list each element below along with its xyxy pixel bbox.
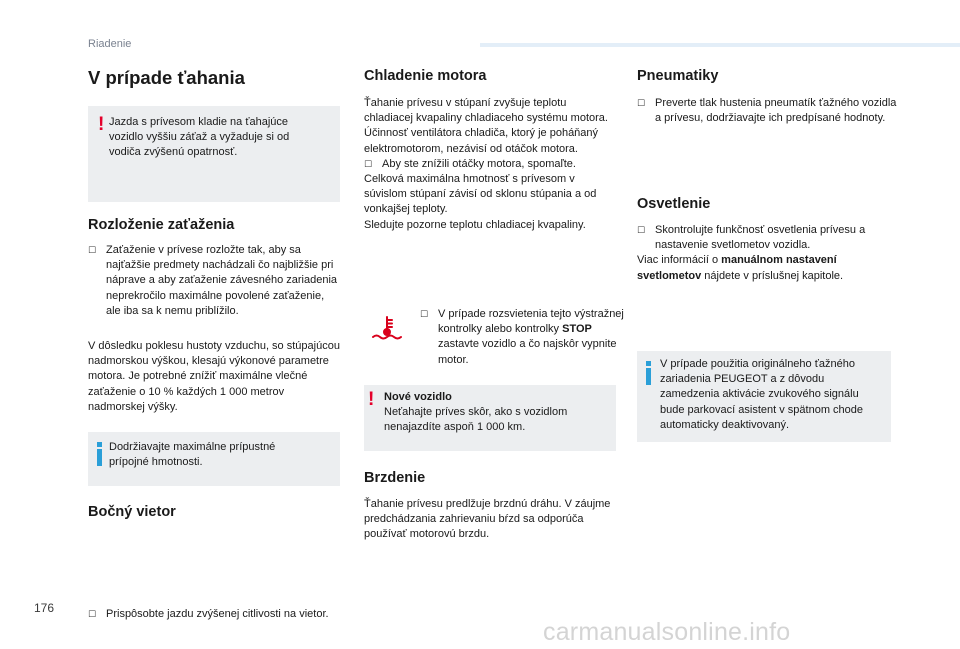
lighting-text-bold: manuálnom nastavení svetlometov bbox=[637, 254, 837, 282]
warning-box-new-vehicle bbox=[364, 385, 616, 451]
lamp-text-end: zastavte vozidlo a čo najskôr vypnite motor. bbox=[438, 338, 617, 366]
warning-text: Jazda s prívesom kladie na ťahajúce vozidlo vyššiu záťaž a vyžaduje si od vodiča zvýšenú opatrnosť. bbox=[109, 116, 290, 159]
list-item-tyres bbox=[637, 96, 905, 126]
list-item-warning-lamp bbox=[420, 307, 632, 368]
info-text: Dodržiavajte maximálne prípustné prípojné hmotnosti. bbox=[109, 441, 276, 469]
square-bullet-icon: ☐ bbox=[637, 98, 646, 108]
paragraph-cooling-4: Sledujte pozorne teplotu chladiacej kvapaliny. bbox=[364, 218, 586, 231]
paragraph-braking: Ťahanie prívesu predlžuje brzdnú dráhu. V záujme predchádzania zahrievaniu bŕzd sa odporúča používať motorovú brzdu. bbox=[364, 498, 611, 541]
square-bullet-icon: ☐ bbox=[88, 245, 97, 255]
square-bullet-icon: ☐ bbox=[88, 609, 97, 620]
info-icon bbox=[97, 442, 102, 466]
list-item-wind bbox=[88, 607, 340, 622]
heading-tyres: Pneumatiky bbox=[637, 68, 719, 84]
heading-lighting: Osvetlenie bbox=[637, 196, 711, 212]
paragraph-cooling-1: Ťahanie prívesu v stúpaní zvyšuje teplotu chladiacej kvapaliny chladiaceho systému motora. bbox=[364, 97, 608, 125]
bullet-text: Zaťaženie v prívese rozložte tak, aby sa najťažšie predmety nachádzali čo najbližšie pri náprave a aby zaťaženie závesného zariadenia neprekročilo maximálne povolené zaťaženie, ale iba sa k nemu priblížilo. bbox=[106, 244, 338, 317]
lighting-text: Viac informácií o bbox=[637, 254, 722, 267]
exclamation-icon: ! bbox=[368, 389, 375, 410]
heading-crosswind: Bočný vietor bbox=[88, 504, 176, 520]
new-vehicle-body: Neťahajte príves skôr, ako s vozidlom nenajazdíte aspoň 1 000 km. bbox=[384, 406, 568, 434]
heading-load-distribution: Rozloženie zaťaženia bbox=[88, 217, 235, 233]
square-bullet-icon: ☐ bbox=[637, 225, 646, 235]
warning-box-load bbox=[88, 106, 340, 202]
bullet-text: Preverte tlak hustenia pneumatík ťažného vozidla a prívesu, dodržiavajte ich predpísané hodnoty. bbox=[655, 97, 897, 125]
lamp-text: V prípade rozsvietenia tejto výstražnej kontrolky alebo kontrolky bbox=[438, 308, 624, 336]
new-vehicle-title: Nové vozidlo bbox=[384, 391, 452, 403]
paragraph-cooling-2: Účinnosť ventilátora chladiča, ktorý je poháňaný elektromotorom, nezávisí od otáčok motora. bbox=[364, 127, 599, 155]
column-middle bbox=[364, 0, 624, 541]
heading-engine-cooling: Chladenie motora bbox=[364, 68, 487, 84]
lighting-text-block bbox=[637, 223, 891, 284]
lighting-text-end: nájdete v príslušnej kapitole. bbox=[701, 269, 844, 282]
exclamation-icon: ! bbox=[98, 114, 105, 135]
section-label: Riadenie bbox=[88, 38, 132, 50]
column-right bbox=[637, 0, 897, 431]
square-bullet-icon: ☐ bbox=[364, 158, 373, 169]
paragraph-altitude: V dôsledku poklesu hustoty vzduchu, so stúpajúcou nadmorskou výškou, klesajú výkonové parametre motora. Je potrebné znížiť maximálne vlečné zaťaženie o 10 % každých 1 000 metrov nadmorskej výšky. bbox=[88, 340, 340, 413]
heading-braking: Brzdenie bbox=[364, 470, 426, 486]
list-item-load bbox=[88, 243, 340, 319]
paragraph-lighting bbox=[637, 253, 891, 283]
paragraph-cooling-3: Celková maximálna hmotnosť s prívesom v súvislom stúpaní závisí od sklonu stúpania a od vonkajšej teploty. bbox=[364, 173, 597, 216]
coolant-temperature-warning-icon bbox=[371, 315, 403, 341]
page-number: 176 bbox=[34, 601, 55, 615]
info-text: V prípade použitia originálneho ťažného zariadenia PEUGEOT a z dôvodu zamedzenia aktivácie zvukového signálu bude parkovací asistent v spätnom chode automaticky deaktivovaný. bbox=[660, 358, 864, 431]
info-box-parking-assist bbox=[637, 351, 891, 442]
info-icon bbox=[646, 361, 651, 385]
new-vehicle-text bbox=[384, 390, 606, 436]
cooling-text-block bbox=[364, 96, 616, 233]
square-bullet-icon: ☐ bbox=[420, 309, 429, 319]
bullet-text: Aby ste znížili otáčky motora, spomaľte. bbox=[382, 157, 576, 170]
list-item-slow-down bbox=[364, 157, 616, 172]
lamp-text-bold: STOP bbox=[562, 323, 592, 336]
bullet-text: Skontrolujte funkčnosť osvetlenia prívesu a nastavenie svetlometov vozidla. bbox=[655, 224, 866, 252]
page-title: V prípade ťahania bbox=[88, 67, 245, 88]
column-left bbox=[88, 0, 340, 621]
bullet-text: Prispôsobte jazdu zvýšenej citlivosti na vietor. bbox=[106, 608, 329, 621]
list-item-lighting bbox=[637, 223, 891, 253]
info-box-weights bbox=[88, 432, 340, 486]
watermark: carmanualsonline.info bbox=[543, 618, 791, 646]
